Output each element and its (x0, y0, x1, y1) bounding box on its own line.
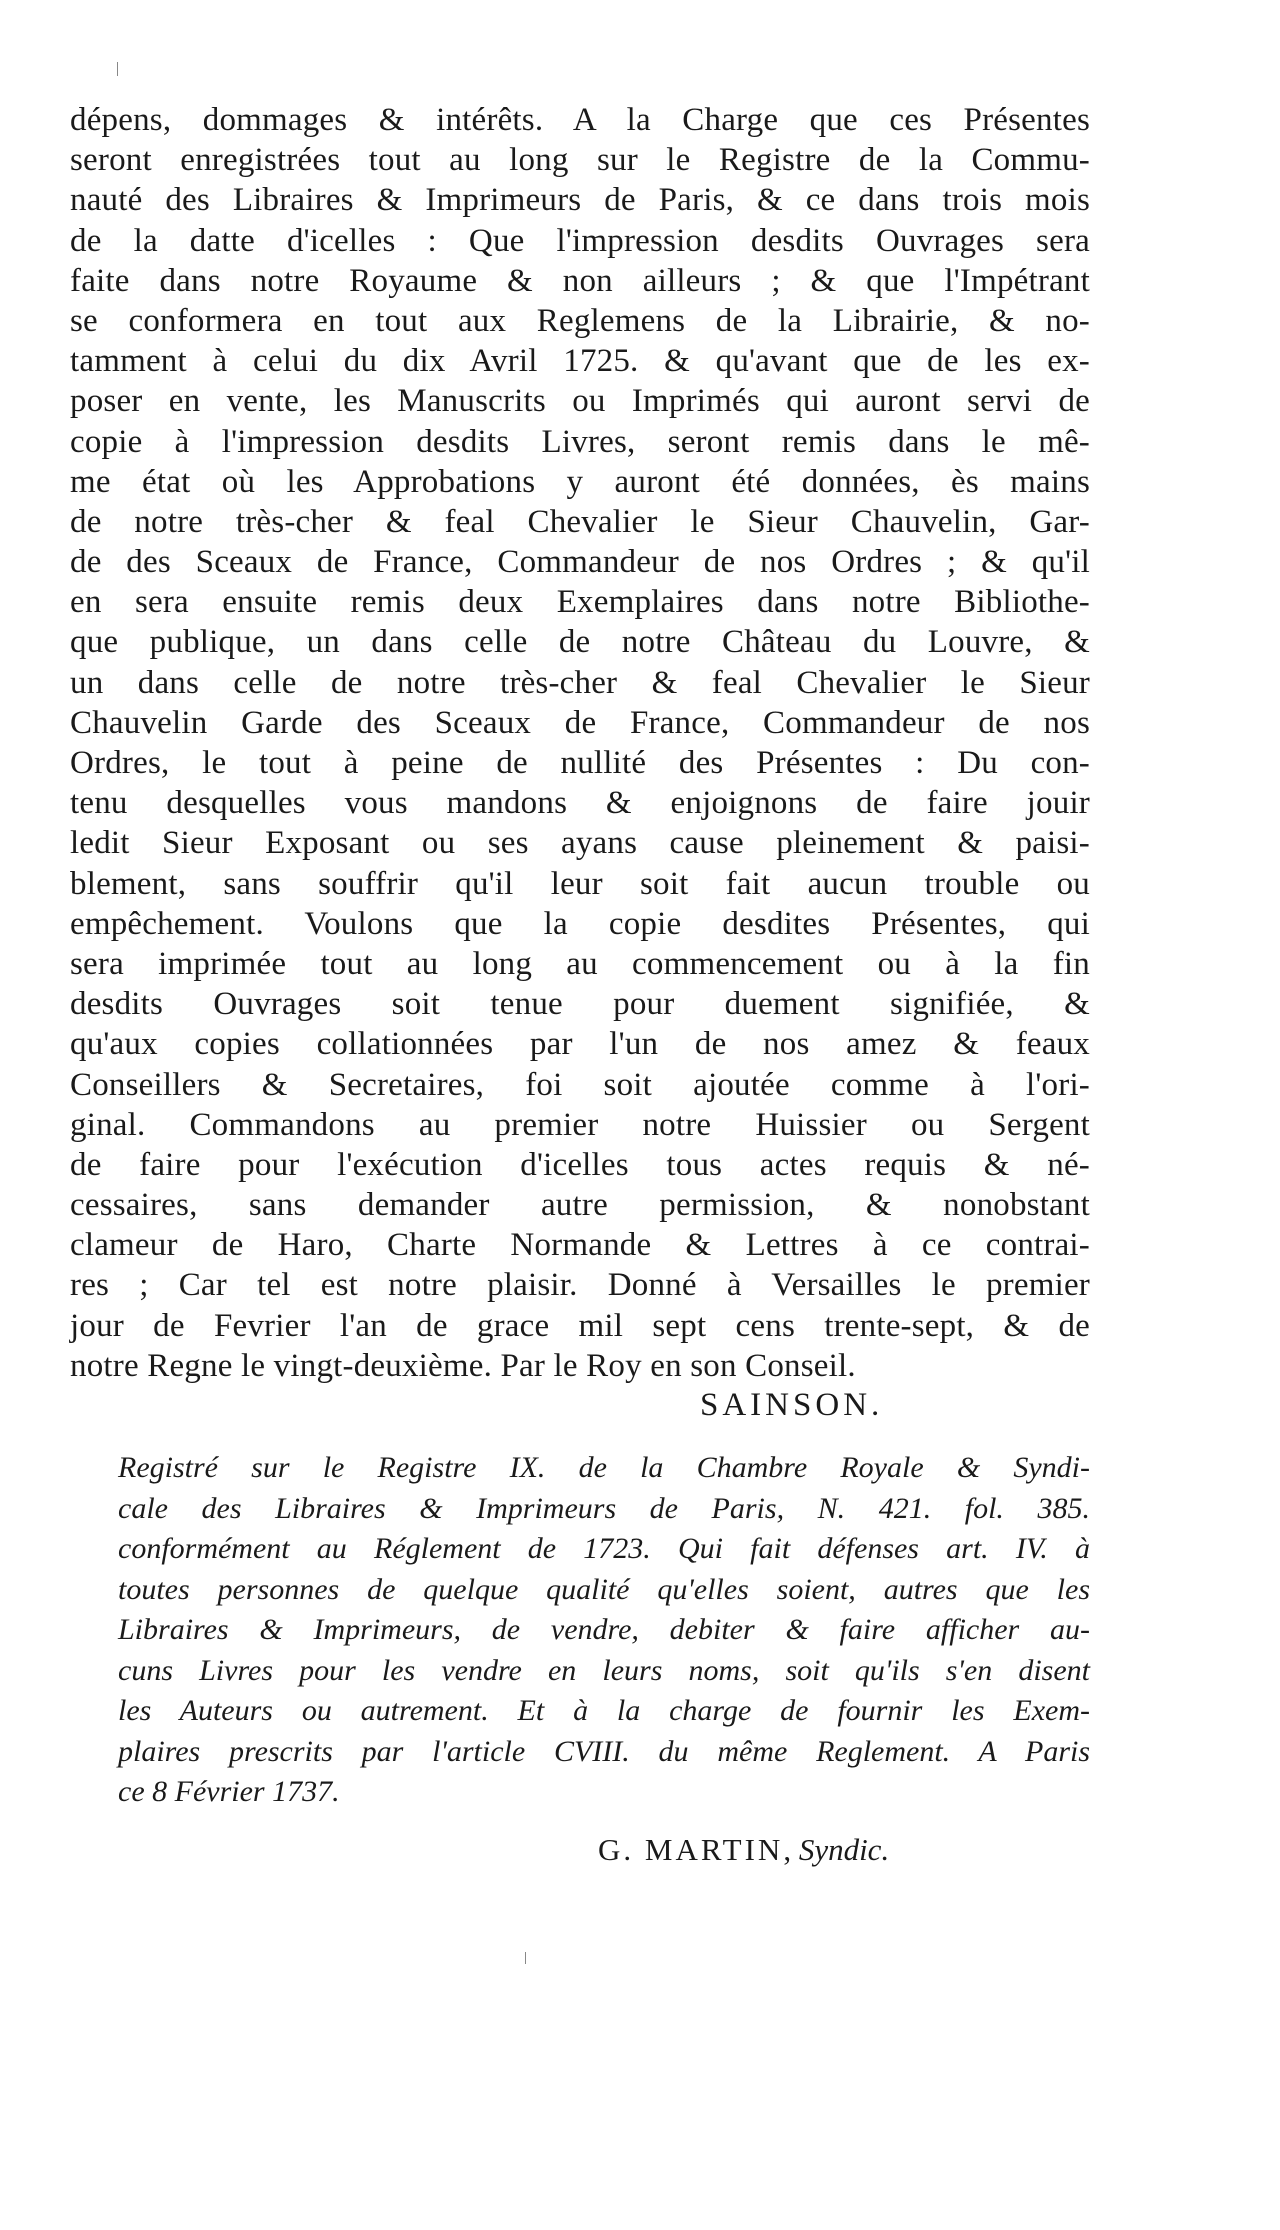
registration-text (118, 1448, 1090, 1813)
text-line: de la datte d'icelles : Que l'impression desdits Ouvrages sera (70, 222, 1090, 259)
text-line: Chauvelin Garde des Sceaux de France, Commandeur de nos (70, 704, 1090, 741)
signatory-title: Syndic. (798, 1832, 890, 1867)
text-line: sera imprimée tout au long au commencement ou à la fin (70, 945, 1090, 982)
registration-line: Registré sur le Registre IX. de la Chambre Royale & Syndi- (118, 1451, 1090, 1484)
text-line: de des Sceaux de France, Commandeur de nos Ordres ; & qu'il (70, 544, 1090, 581)
text-line: tenu desquelles vous mandons & enjoignons de faire jouir (70, 785, 1090, 822)
text-line: jour de Fevrier l'an de grace mil sept cens trente-sept, & de (70, 1307, 1090, 1344)
stray-ink-mark (117, 62, 118, 76)
registration-line: conformément au Réglement de 1723. Qui fait défenses art. IV. à (118, 1532, 1090, 1565)
text-line: Ordres, le tout à peine de nullité des Présentes : Du con- (70, 745, 1090, 781)
text-line: clameur de Haro, Charte Normande & Lettres à ce contrai- (70, 1227, 1090, 1264)
text-line: cessaires, sans demander autre permission, & nonobstant (70, 1187, 1090, 1224)
text-line: empêchement. Voulons que la copie desdites Présentes, qui (70, 905, 1090, 942)
text-line: se conformera en tout aux Reglemens de la Librairie, & no- (70, 302, 1090, 339)
text-line: qu'aux copies collationnées par l'un de nos amez & feaux (70, 1026, 1090, 1063)
signature-martin (598, 1830, 889, 1870)
signature-separator: , (783, 1832, 799, 1867)
text-line: nauté des Libraires & Imprimeurs de Paris, & ce dans trois mois (70, 182, 1090, 219)
text-line: de notre très-cher & feal Chevalier le Sieur Chauvelin, Gar- (70, 503, 1090, 540)
text-line: de faire pour l'exécution d'icelles tous actes requis & né- (70, 1146, 1090, 1183)
text-line: dépens, dommages & intérêts. A la Charge que ces Présentes (70, 102, 1090, 138)
text-line: seront enregistrées tout au long sur le Registre de la Commu- (70, 142, 1090, 179)
signature-sainson: SAINSON. (700, 1387, 884, 1423)
registration-line: ce 8 Février 1737. (118, 1775, 340, 1808)
text-line: un dans celle de notre très-cher & feal Chevalier le Sieur (70, 664, 1090, 701)
text-line: tamment à celui du dix Avril 1725. & qu'avant que de les ex- (70, 343, 1090, 380)
text-line: Conseillers & Secretaires, foi soit ajoutée comme à l'ori- (70, 1066, 1090, 1103)
registration-line: Libraires & Imprimeurs, de vendre, debiter & faire afficher au- (118, 1613, 1090, 1646)
registration-line: toutes personnes de quelque qualité qu'elles soient, autres que les (118, 1572, 1090, 1606)
stray-ink-mark (525, 1952, 526, 1964)
registration-line: cuns Livres pour les vendre en leurs noms, soit qu'ils s'en disent (118, 1653, 1090, 1687)
text-line: en sera ensuite remis deux Exemplaires dans notre Bibliothe- (70, 584, 1090, 621)
text-line: faite dans notre Royaume & non ailleurs ; & que l'Impétrant (70, 262, 1090, 299)
text-line: ginal. Commandons au premier notre Huissier ou Sergent (70, 1106, 1090, 1143)
registration-line: plaires prescrits par l'article CVIII. du même Reglement. A Paris (118, 1734, 1090, 1768)
text-line: blement, sans souffrir qu'il leur soit fait aucun trouble ou (70, 865, 1090, 902)
text-line: que publique, un dans celle de notre Château du Louvre, & (70, 624, 1090, 661)
text-line: ledit Sieur Exposant ou ses ayans cause pleinement & paisi- (70, 825, 1090, 862)
text-line: me état où les Approbations y auront été données, ès mains (70, 463, 1090, 500)
registration-line: les Auteurs ou autrement. Et à la charge de fournir les Exem- (118, 1694, 1090, 1727)
registration-line: cale des Libraires & Imprimeurs de Paris, N. 421. fol. 385. (118, 1491, 1090, 1525)
text-line: copie à l'impression desdits Livres, seront remis dans le mê- (70, 423, 1090, 460)
text-line: res ; Car tel est notre plaisir. Donné à Versailles le premier (70, 1267, 1090, 1304)
text-line: desdits Ouvrages soit tenue pour duement signifiée, & (70, 986, 1090, 1023)
privilege-text (70, 100, 1090, 1386)
text-line: poser en vente, les Manuscrits ou Imprimés qui auront servi de (70, 383, 1090, 420)
signatory-name: G. MARTIN (598, 1832, 784, 1867)
text-line: notre Regne le vingt-deuxième. Par le Roy en son Conseil. (70, 1347, 856, 1384)
